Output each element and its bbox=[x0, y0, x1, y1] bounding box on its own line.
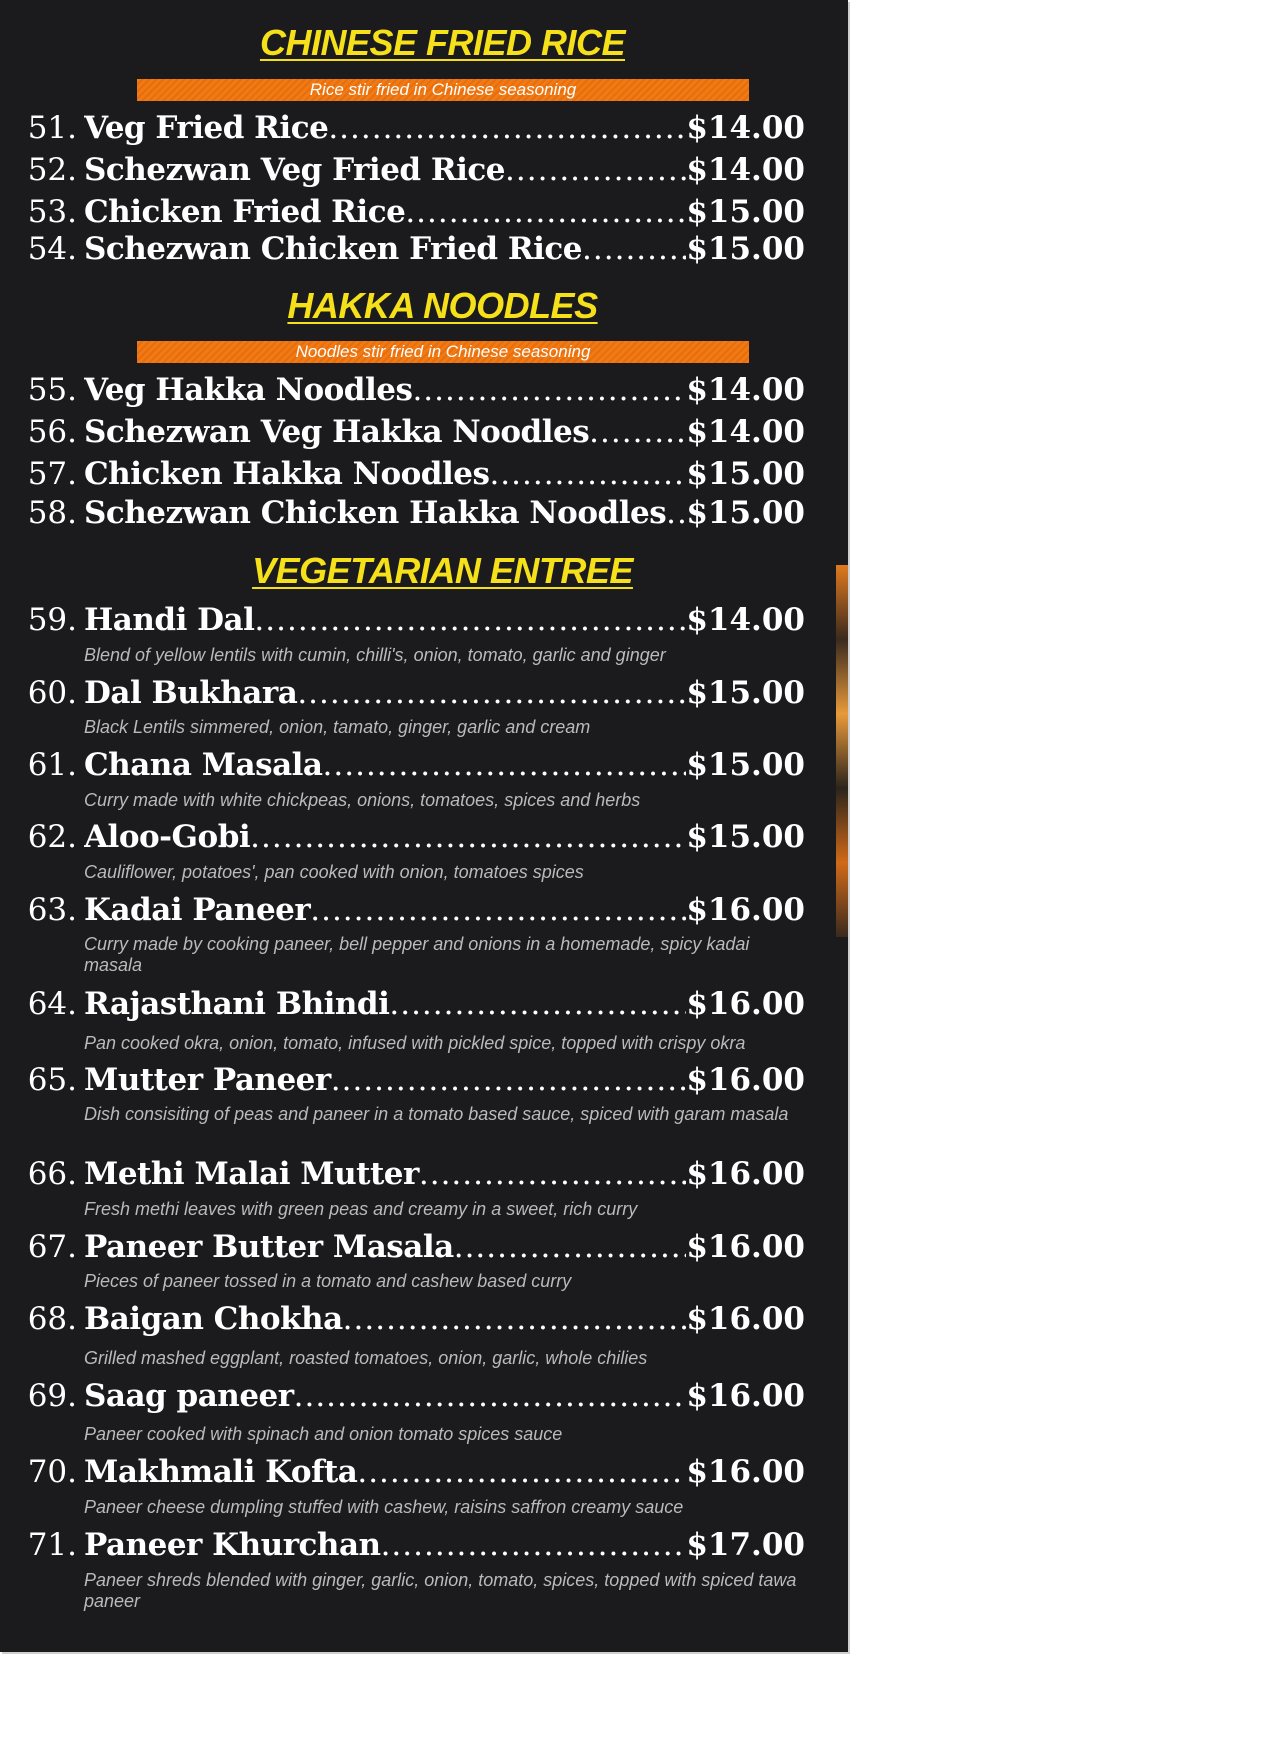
menu-item bbox=[0, 1152, 805, 1196]
item-price: $14.00 bbox=[686, 372, 805, 408]
dot-leader bbox=[323, 743, 687, 787]
item-price: $16.00 bbox=[686, 1229, 805, 1265]
item-description: Pan cooked okra, onion, tomato, infused with pickled spice, topped with crispy okra bbox=[84, 1033, 746, 1053]
dot-leader bbox=[250, 815, 686, 859]
item-price: $15.00 bbox=[686, 819, 805, 855]
dot-leader bbox=[294, 1374, 687, 1418]
item-number: 60. bbox=[27, 675, 77, 711]
section-title-chinese-fried-rice: CHINESE FRIED RICE bbox=[259, 22, 626, 63]
item-description: Grilled mashed eggplant, roasted tomatoes, onion, garlic, whole chilies bbox=[84, 1348, 648, 1368]
item-name: Baigan Chokha bbox=[84, 1301, 343, 1337]
item-number: 51. bbox=[27, 110, 77, 146]
menu-item bbox=[0, 982, 805, 1026]
item-number: 67. bbox=[27, 1229, 77, 1265]
menu-item bbox=[0, 106, 805, 150]
item-number: 69. bbox=[27, 1378, 77, 1414]
menu-item bbox=[0, 368, 805, 412]
item-number: 71. bbox=[27, 1527, 77, 1563]
dot-leader bbox=[389, 982, 686, 1026]
item-description: Curry made by cooking paneer, bell pepper and onions in a homemade, spicy kadai masala bbox=[84, 934, 750, 975]
item-name: Paneer Khurchan bbox=[84, 1527, 381, 1563]
item-number: 61. bbox=[27, 747, 77, 783]
item-name: Chicken Fried Rice bbox=[84, 194, 406, 230]
item-name: Chicken Hakka Noodles bbox=[84, 456, 490, 492]
item-number: 58. bbox=[27, 495, 77, 531]
item-description: Paneer shreds blended with ginger, garlic, onion, tomato, spices, topped with spiced tawa paneer bbox=[84, 1570, 797, 1611]
item-number: 53. bbox=[27, 194, 77, 230]
item-number: 65. bbox=[27, 1062, 77, 1098]
menu-item bbox=[0, 815, 805, 859]
item-name: Saag paneer bbox=[84, 1378, 294, 1414]
item-number: 66. bbox=[27, 1156, 77, 1192]
dot-leader bbox=[505, 148, 686, 192]
item-name: Schezwan Chicken Hakka Noodles bbox=[84, 495, 667, 531]
menu-item bbox=[0, 671, 805, 715]
menu-item bbox=[0, 1058, 805, 1102]
item-price: $14.00 bbox=[686, 152, 805, 188]
menu-item bbox=[0, 452, 805, 496]
dot-leader bbox=[357, 1450, 686, 1494]
menu-item bbox=[0, 888, 805, 932]
item-price: $16.00 bbox=[686, 892, 805, 928]
item-number: 55. bbox=[27, 372, 77, 408]
item-price: $14.00 bbox=[686, 414, 805, 450]
item-description: Blend of yellow lentils with cumin, chilli's, onion, tomato, garlic and ginger bbox=[84, 645, 666, 665]
dot-leader bbox=[254, 598, 686, 642]
menu-item bbox=[0, 491, 805, 535]
item-description: Cauliflower, potatoes', pan cooked with onion, tomatoes spices bbox=[84, 862, 584, 882]
item-description: Pieces of paneer tossed in a tomato and cashew based curry bbox=[84, 1271, 572, 1291]
item-name: Dal Bukhara bbox=[84, 675, 298, 711]
item-price: $15.00 bbox=[686, 231, 805, 267]
item-description: Paneer cheese dumpling stuffed with cashew, raisins saffron creamy sauce bbox=[84, 1497, 684, 1517]
menu-item bbox=[0, 743, 805, 787]
item-name: Mutter Paneer bbox=[84, 1062, 331, 1098]
dot-leader bbox=[328, 106, 686, 150]
item-price: $15.00 bbox=[686, 675, 805, 711]
item-name: Veg Hakka Noodles bbox=[84, 372, 413, 408]
item-price: $16.00 bbox=[686, 1301, 805, 1337]
menu-item bbox=[0, 410, 805, 454]
item-price: $15.00 bbox=[686, 747, 805, 783]
item-price: $16.00 bbox=[686, 1454, 805, 1490]
dot-leader bbox=[582, 227, 686, 271]
item-price: $15.00 bbox=[686, 495, 805, 531]
menu-item bbox=[0, 1297, 805, 1341]
menu-item bbox=[0, 227, 805, 271]
item-name: Rajasthani Bhindi bbox=[84, 986, 390, 1022]
section-subtitle-banner: Noodles stir fried in Chinese seasoning bbox=[137, 341, 749, 363]
item-price: $14.00 bbox=[686, 602, 805, 638]
item-number: 52. bbox=[27, 152, 77, 188]
item-name: Kadai Paneer bbox=[84, 892, 311, 928]
item-number: 59. bbox=[27, 602, 77, 638]
item-number: 56. bbox=[27, 414, 77, 450]
item-name: Chana Masala bbox=[84, 747, 323, 783]
item-number: 70. bbox=[27, 1454, 77, 1490]
item-description: Paneer cooked with spinach and onion tomato spices sauce bbox=[84, 1424, 563, 1444]
item-number: 62. bbox=[27, 819, 77, 855]
item-name: Methi Malai Mutter bbox=[84, 1156, 419, 1192]
item-description: Curry made with white chickpeas, onions, tomatoes, spices and herbs bbox=[84, 790, 641, 810]
item-price: $16.00 bbox=[686, 1156, 805, 1192]
item-number: 54. bbox=[27, 231, 77, 267]
menu-item bbox=[0, 598, 805, 642]
menu-item bbox=[0, 1225, 805, 1269]
section-subtitle-banner: Rice stir fried in Chinese seasoning bbox=[137, 79, 749, 101]
item-description: Dish consisiting of peas and paneer in a tomato based sauce, spiced with garam masala bbox=[84, 1104, 789, 1124]
food-photo-edge bbox=[836, 565, 848, 937]
item-name: Handi Dal bbox=[84, 602, 255, 638]
item-price: $16.00 bbox=[686, 1062, 805, 1098]
section-title-hakka-noodles: HAKKA NOODLES bbox=[287, 285, 598, 326]
menu-item bbox=[0, 1523, 805, 1567]
item-number: 68. bbox=[27, 1301, 77, 1337]
section-title-vegetarian-entree: VEGETARIAN ENTREE bbox=[252, 550, 633, 591]
dot-leader bbox=[310, 888, 686, 932]
menu-item bbox=[0, 1374, 805, 1418]
item-name: Paneer Butter Masala bbox=[84, 1229, 454, 1265]
dot-leader bbox=[666, 491, 686, 535]
item-price: $16.00 bbox=[686, 986, 805, 1022]
item-name: Aloo-Gobi bbox=[84, 819, 251, 855]
dot-leader bbox=[331, 1058, 687, 1102]
menu-item bbox=[0, 1450, 805, 1494]
item-price: $15.00 bbox=[686, 194, 805, 230]
dot-leader bbox=[454, 1225, 687, 1269]
dot-leader bbox=[297, 671, 686, 715]
item-name: Schezwan Veg Fried Rice bbox=[84, 152, 506, 188]
dot-leader bbox=[381, 1523, 687, 1567]
item-description: Black Lentils simmered, onion, tamato, ginger, garlic and cream bbox=[84, 717, 591, 737]
item-price: $15.00 bbox=[686, 456, 805, 492]
item-number: 64. bbox=[27, 986, 77, 1022]
item-name: Makhmali Kofta bbox=[84, 1454, 358, 1490]
item-name: Schezwan Veg Hakka Noodles bbox=[84, 414, 590, 450]
item-price: $16.00 bbox=[686, 1378, 805, 1414]
item-price: $14.00 bbox=[686, 110, 805, 146]
item-name: Veg Fried Rice bbox=[84, 110, 329, 146]
item-number: 57. bbox=[27, 456, 77, 492]
dot-leader bbox=[343, 1297, 687, 1341]
dot-leader bbox=[489, 452, 686, 496]
dot-leader bbox=[419, 1152, 686, 1196]
item-number: 63. bbox=[27, 892, 77, 928]
item-price: $17.00 bbox=[686, 1527, 805, 1563]
dot-leader bbox=[589, 410, 686, 454]
item-description: Fresh methi leaves with green peas and creamy in a sweet, rich curry bbox=[84, 1199, 638, 1219]
dot-leader bbox=[412, 368, 686, 412]
item-name: Schezwan Chicken Fried Rice bbox=[84, 231, 583, 267]
menu-item bbox=[0, 148, 805, 192]
